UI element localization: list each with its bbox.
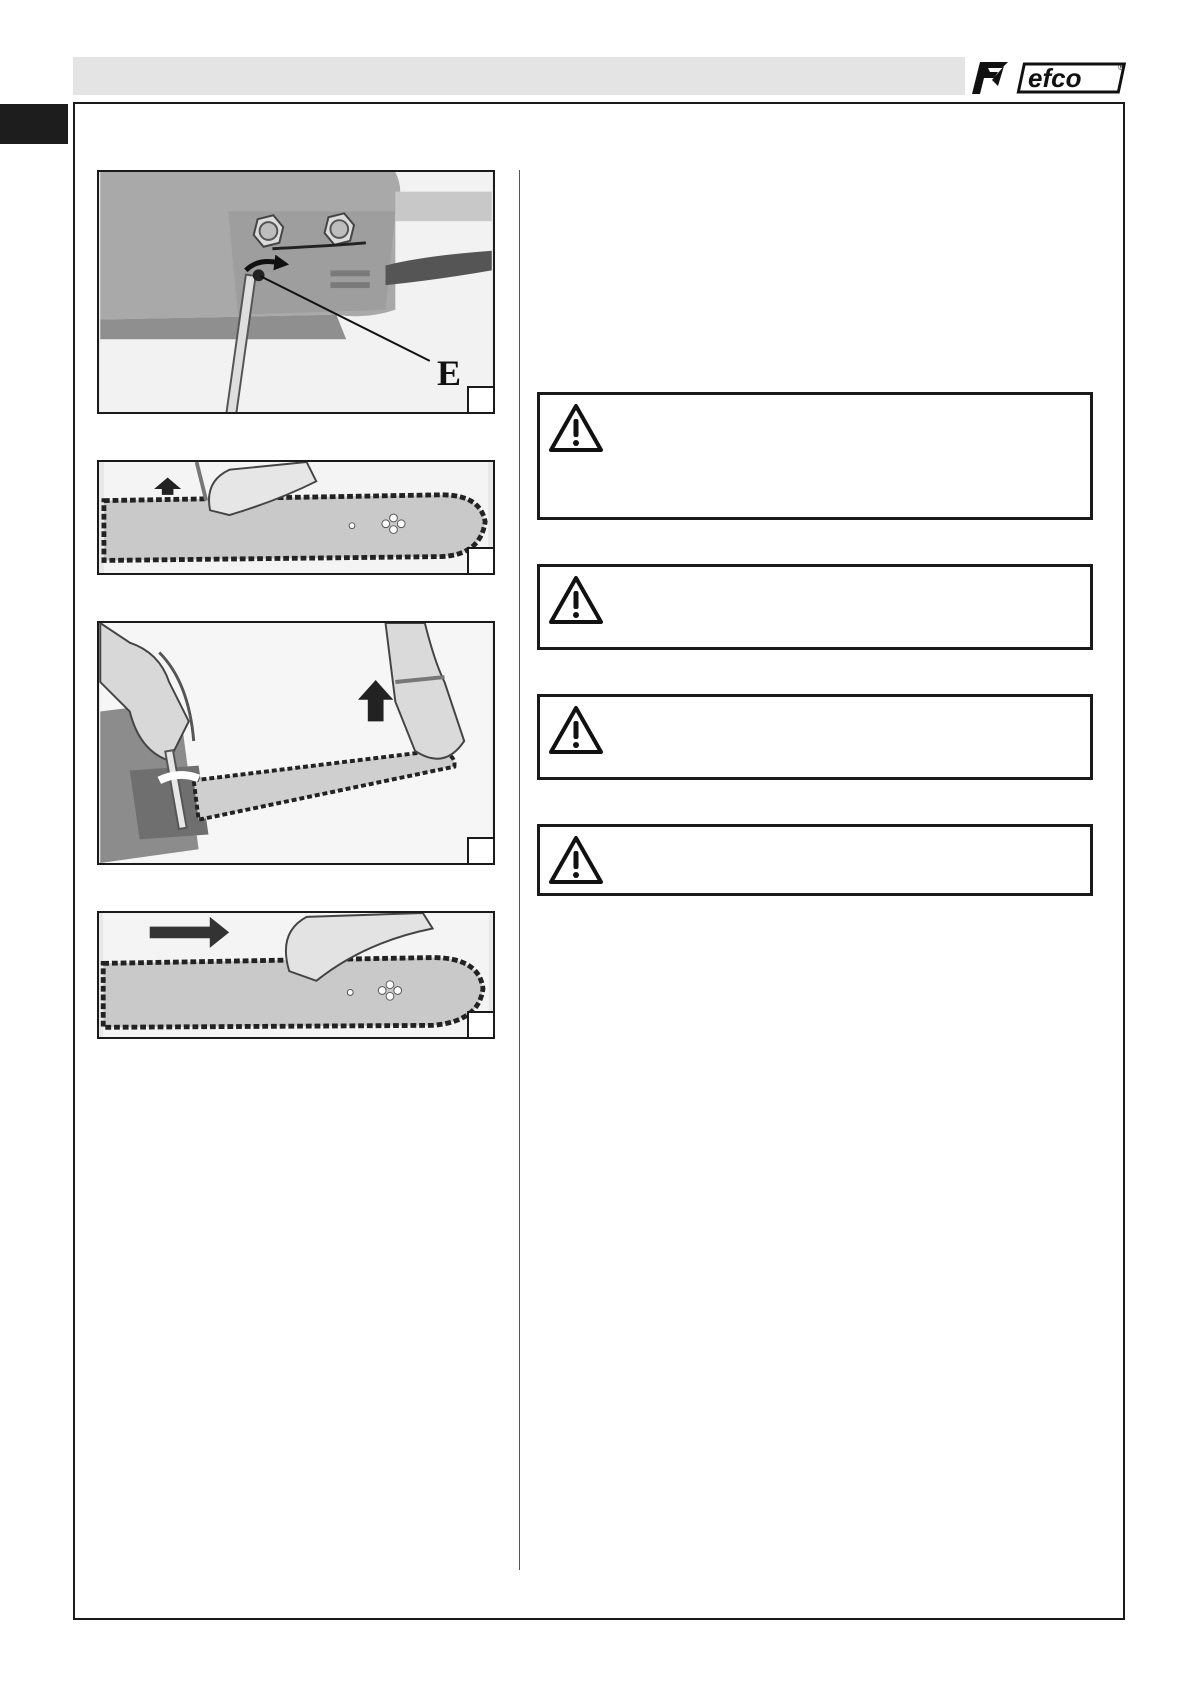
figure-number-box: [467, 1011, 495, 1039]
column-divider: [519, 170, 520, 1570]
callout-label-e: E: [437, 353, 462, 393]
figure-tension-chain: [97, 621, 495, 865]
slide-chain-photo: [99, 913, 493, 1037]
figure-slide-chain: [97, 911, 495, 1039]
tension-chain-photo: [99, 623, 493, 863]
efco-logo: [968, 56, 1128, 98]
language-tab: [0, 104, 68, 144]
figure-number-box: [467, 547, 495, 575]
warning-box-2: [537, 564, 1093, 650]
warning-box-4: [537, 824, 1093, 896]
leaf-mark-icon: [972, 62, 1008, 94]
figure-number-box: [467, 837, 495, 865]
warning-triangle-icon: [548, 403, 604, 453]
svg-text:efco: efco: [1028, 63, 1082, 93]
figure-tension-screw: [97, 170, 495, 414]
warning-box-3: [537, 694, 1093, 780]
chain-lift-photo: [99, 462, 493, 573]
svg-text:®: ®: [1118, 62, 1125, 72]
header-bar: [73, 57, 965, 95]
warning-triangle-icon: [548, 705, 604, 755]
warning-box-1: [537, 392, 1093, 520]
warning-triangle-icon: [548, 575, 604, 625]
figure-number-box: [467, 386, 495, 414]
warning-triangle-icon: [548, 835, 604, 885]
tension-screw-photo: [99, 172, 493, 412]
figure-chain-lift: [97, 460, 495, 575]
